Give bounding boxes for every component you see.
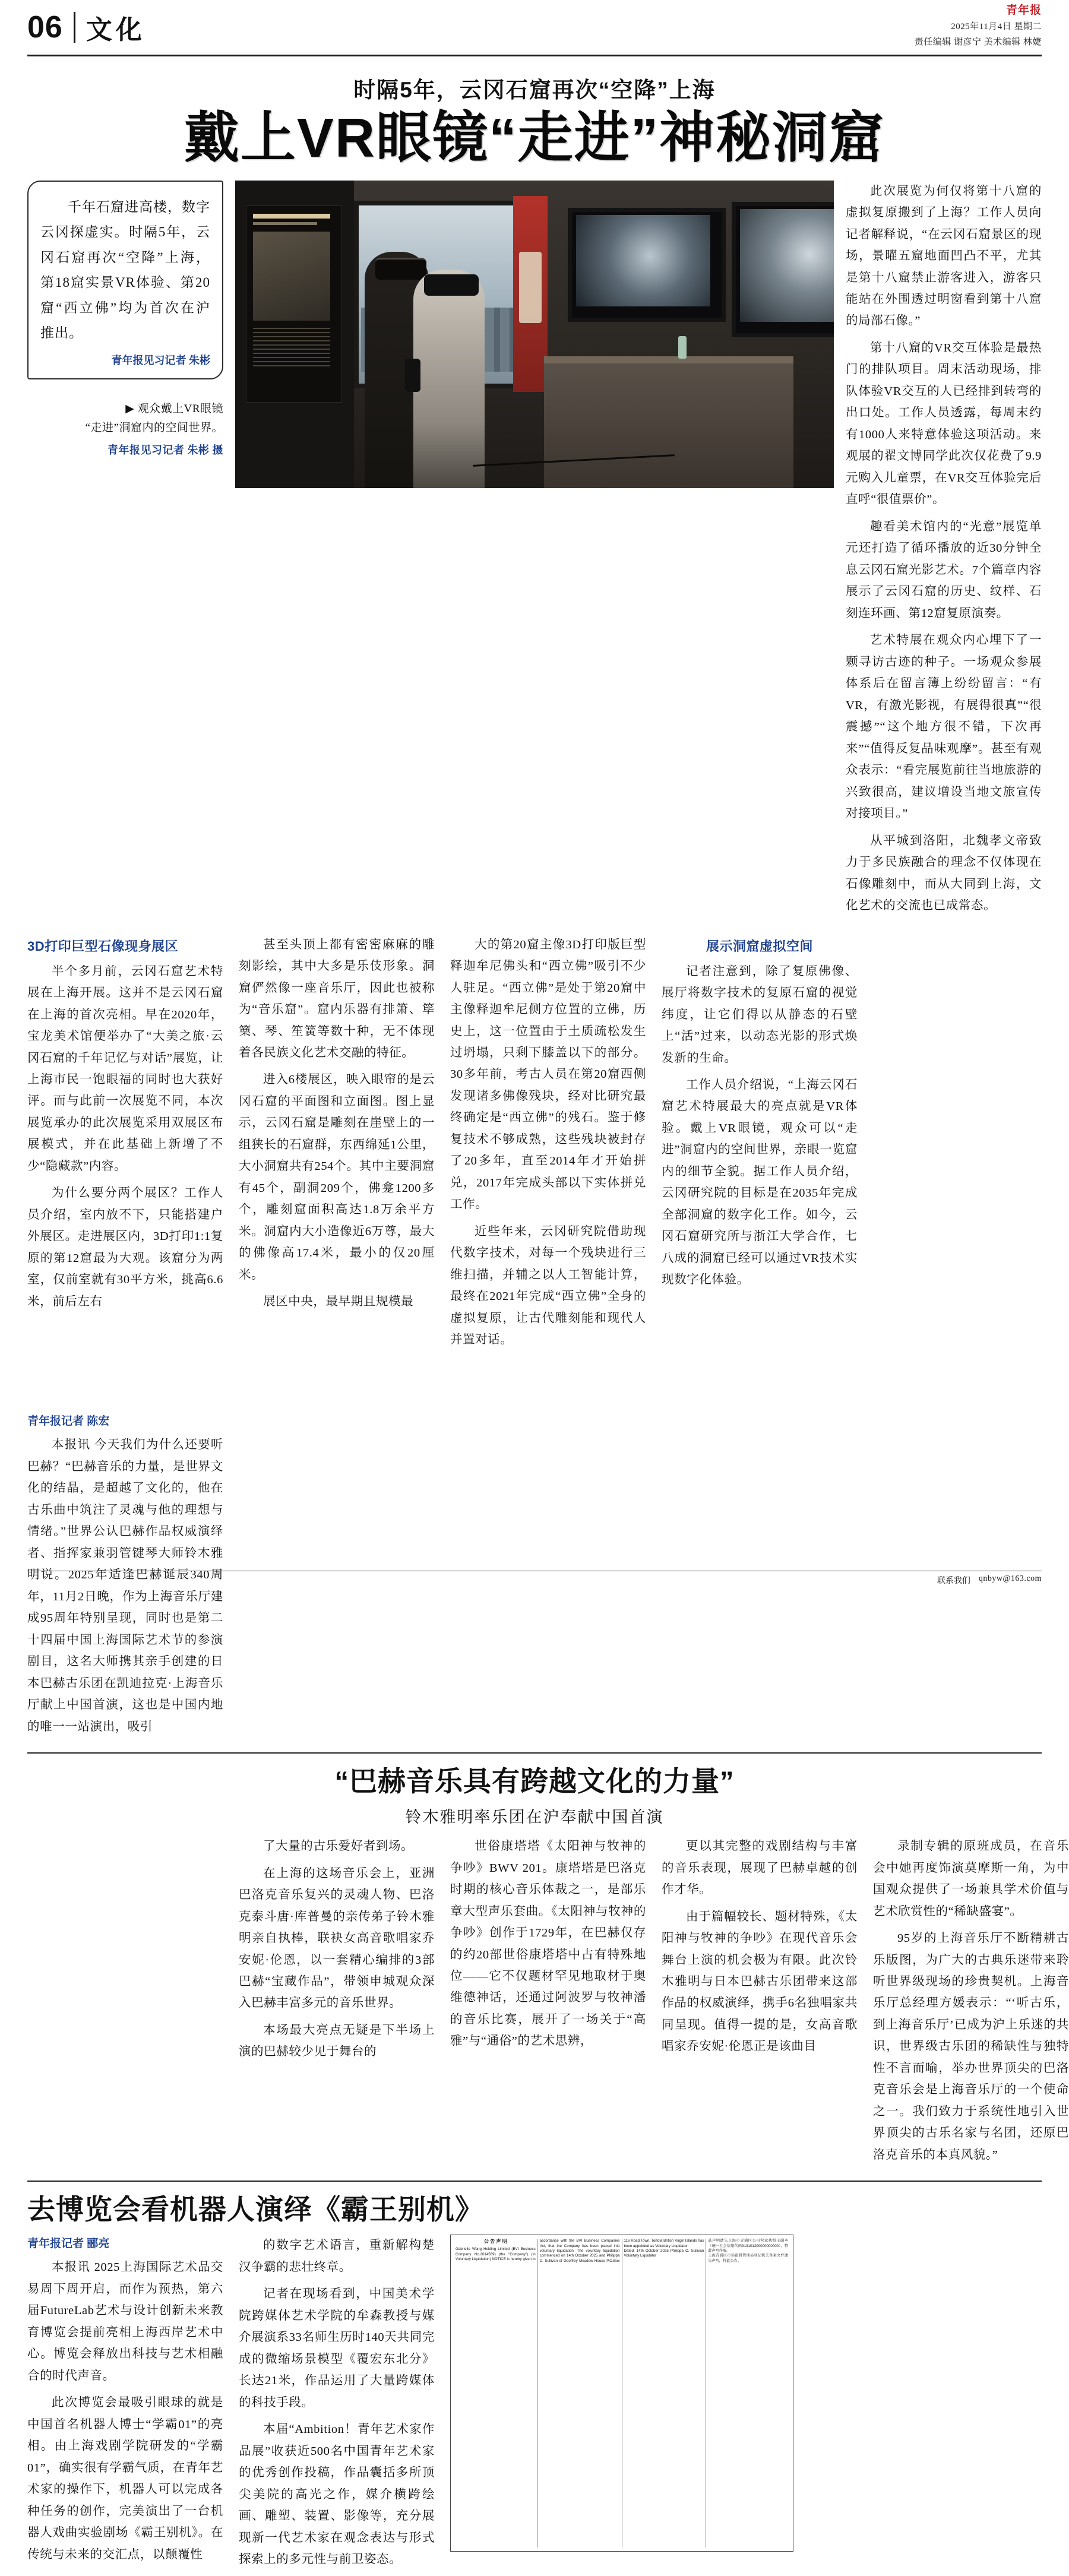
paragraph: 工作人员介绍说，“上海云冈石窟艺术特展最大的亮点就是VR体验。戴上VR眼镜，观众可以“走进”洞窟内的空间世界，亲眼一览窟内的细节全貌。据工作人员介绍，云冈研究院的目标是在2035年完成全部洞窟的数字化工作。如今，云冈石窟研究所与浙江大学合作，七八成的洞窟已经可以通过VR技术实现数字化体验。	[662, 1078, 858, 1287]
publication-date: 2025年11月4日 星期二	[951, 21, 1042, 31]
story2-columns	[27, 1836, 1069, 2171]
paragraph: 进入6楼展区，映入眼帘的是云冈石窟的平面图和立面图。图上显示，云冈石窟是雕刻在崖壁上的一组狭长的石窟群，东西绵延1公里，大小洞窟共有254个。其中主要洞窟有45个，副洞209个，佛龛1200多个，雕刻窟面积高达1.8万余平方米。洞窟内大小造像近6万尊，最大的佛像高17.4米，最小的仅20厘米。	[239, 1073, 435, 1281]
paragraph: 半个多月前，云冈石窟艺术特展在上海开展。这并不是云冈石窟在上海的首次亮相。早在2020年，宝龙美术馆便举办了“大美之旅·云冈石窟的千年记忆与对话”展览，让上海市民一饱眼福的同时也大获好评。而与此前一次展览不同，本次展览承办的此次展览采用双展区布展模式，并在此基础上新增了不少“隐藏款”内容。	[27, 964, 223, 1173]
photo-visitor-two	[413, 270, 485, 488]
photo-screen-left-image	[576, 215, 710, 306]
paragraph: 由于篇幅较长、题材特殊，《太阳神与牧神的争吵》在现代音乐会舞台上演的机会极为有限。此次铃木雅明与日本巴赫古乐团带来这部作品的权威演绎，携手6名独唱家共同呈现。值得一提的是，女高音歌唱家乔安妮·伦恩正是该曲目	[662, 1910, 858, 2053]
paragraph: 更以其完整的戏剧结构与丰富的音乐表现，展现了巴赫卓越的创作才华。	[662, 1840, 858, 1897]
paragraph: 本报讯 2025上海国际艺术品交易周下周开启，而作为预热，第六届FutureLab艺术与设计创新未来教育博览会提前亮相上海西岸艺术中心。博览会释放出科技与艺术相融合的时代声音。	[27, 2261, 223, 2382]
story1-column5	[846, 181, 1042, 922]
story1-column3	[450, 934, 646, 1743]
story3-columns	[27, 2235, 1042, 2575]
logo-text: 青年报	[1005, 4, 1042, 17]
notice-block-4: 上海青浦区市场监督管理局登记机关备案文件遗失声明，特此公告。	[708, 2254, 788, 2263]
paragraph: 记者在现场看到，中国美术学院跨媒体艺术学院的牟森教授与媒介展演系33名师生历时140天共同完成的微缩场景模型《覆宏东北分》长达21米，作品运用了大量跨媒体的科技手段。	[239, 2287, 435, 2409]
paragraph: 本报讯 今天我们为什么还要听巴赫？“巴赫音乐的力量，是世界文化的结晶，是超越了文化的，他在古乐曲中筑注了灵魂与他的理想与情绪。”世界公认巴赫作品权威演绎者、指挥家兼羽管键琴大师铃木雅明说。2025年适逢巴赫诞辰340周年，11月2日晚，作为上海音乐厅建成95周年特别呈现，同时也是第二十四届中国上海国际艺术节的参演剧目，这名大师携其亲手创建的日本巴赫古乐团在凯迪拉克·上海音乐厅献上中国首演，这也是中国内地的唯一一站演出，吸引	[27, 1438, 223, 1733]
photo-info-panel-image	[253, 232, 330, 321]
photo-caption-line2: “走进”洞窟内的空间世界。	[85, 422, 223, 435]
paragraph: 本场最大亮点无疑是下半场上演的巴赫较少见于舞台的	[239, 2023, 435, 2059]
story1-body	[27, 934, 1042, 1743]
section-divider-1	[27, 1752, 1042, 1754]
photo-counter	[544, 359, 793, 488]
lead-box	[27, 181, 223, 379]
photo-vr-headset-two	[424, 274, 479, 296]
photo-vr-headset-one	[375, 258, 426, 280]
photo-credit: 青年报见习记者 朱彬 摄	[107, 444, 223, 457]
paragraph: 了大量的古乐爱好者到场。	[263, 1840, 414, 1853]
story2-column5	[873, 1836, 1069, 2171]
masthead-right	[915, 5, 1042, 50]
lead-column	[27, 181, 223, 922]
story2-column3	[450, 1836, 646, 2171]
paragraph: 的数字艺术语言，重新解构楚汉争霸的悲壮终章。	[239, 2239, 435, 2274]
lead-text: 千年石窟进高楼，数字云冈探虚实。时隔5年，云冈石窟再次“空降”上海，第18窟实景VR体验、第20窟“西立佛”均为首次在沪推出。	[40, 199, 210, 341]
story3-column2	[239, 2235, 435, 2575]
page-number: 06	[27, 10, 63, 45]
photo-screen-right-image	[740, 209, 834, 322]
photo-banner-graphic	[519, 252, 542, 323]
photo-info-panel-sub	[253, 222, 317, 225]
top-area	[27, 181, 1042, 922]
paragraph: 记者注意到，除了复原佛像、展厅将数字技术的复原石窟的视觉纬度，让它们得以从静态的石壁上“活”过来，以动态光影的形式焕发新的生命。	[662, 964, 858, 1065]
paragraph: 录制专辑的原班成员，在音乐会中她再度饰演莫摩斯一角，为中国观众提供了一场兼具学术价值与艺术欣赏性的“稀缺盛宴”。	[873, 1840, 1069, 1918]
story2-column2	[239, 1836, 435, 2171]
notice-title: 公 告 声 明	[484, 2239, 507, 2245]
newspaper-logo	[1006, 5, 1042, 17]
paragraph: 95岁的上海音乐厅不断精耕古乐版图，为广大的古典乐迷带来聆听世界级现场的珍贵契机。上海音乐厅总经理方媛表示：“‘听古乐，到上海音乐厅’已成为沪上乐迷的共识，世界级古乐团的稀缺性与独特性不言而喻，举办世界顶尖的巴洛克音乐会是上海音乐厅的一个使命之一。我们致力于系统性地引入世界顶尖的古乐名家与名团，还原巴洛克音乐的本真风貌。”	[873, 1932, 1069, 2162]
photo-scene	[235, 181, 834, 488]
photo-bottle	[678, 336, 687, 359]
photo-caption	[27, 400, 223, 460]
photo-info-panel-title	[253, 214, 330, 219]
story1-column2	[239, 934, 435, 1743]
story1-subhead-2: 展示洞窟虚拟空间	[706, 938, 813, 954]
story3-headline: 去博览会看机器人演绎《霸王别机》	[27, 2194, 483, 2226]
photo-info-panel-text	[253, 328, 330, 369]
paragraph: 近些年来，云冈研究院借助现代数字技术，对每一个残块进行三维扫描，并辅之以人工智能计算，最终在2021年完成“西立佛”全身的虚拟复原，让古代雕刻能和现代人并置对话。	[450, 1224, 646, 1347]
notice-block-1: Gabrielle Wang Holding Limited (BVI Business Company No.2014569) (the "Company") (In Voluntary Liquidation) NOTICE is hereby given in accordance with the BVI Business Companies Act, that the Company has been placed into voluntary liquidation. The voluntary liquidation commenced on 14th October 2025 and Philippa C. Sullivan of Geoffrey Meadow House P.O.Box 116 Road Town, Tortola British Virgin Islands has been appointed as Voluntary Liquidator.	[456, 2239, 704, 2263]
footer-contact-label: 联系我们	[937, 1577, 970, 1586]
story2-subhead: 铃木雅明率乐团在沪奉献中国首演	[405, 1808, 664, 1827]
exhibition-photo	[235, 181, 834, 488]
masthead	[27, 0, 1042, 56]
section-name: 文化	[86, 15, 146, 45]
page-footer	[27, 1571, 1042, 1586]
paragraph: 趣看美术馆内的“光意”展览单元还打造了循环播放的近30分钟全息云冈石窟光影艺术。7个篇章内容展示了云冈石窟的历史、纹样、石刻连环画、第12窟复原演奏。	[846, 520, 1042, 620]
notice-block-3: 兹声明遗失上海市青浦区公司营业执照正副本（统一社会信用代码913101200000000000），特此声明作废。	[708, 2239, 788, 2254]
paragraph: 第十八窟的VR交互体验是最热门的排队项目。周末活动现场，排队体验VR交互的人已经排到转弯的出口处。工作人员透露，每周末约有1000人来特意体验这项活动。来观展的翟文博同学此次仅花费了9.9元购入儿童票，在VR交互体验完后直呼“很值票价”。	[846, 341, 1042, 507]
story3	[27, 2188, 1042, 2575]
paragraph: 此次展览为何仅将第十八窟的虚拟复原搬到了上海？工作人员向记者解释说，“在云冈石窟景区的现场，景曜五窟地面凹凸不平，尤其是第十八窟禁止游客进入，游客只能站在外围透过明窗看到第十八窟的局部石像。”	[846, 184, 1042, 328]
story3-column1	[27, 2235, 223, 2575]
shoulder-headline: 时隔5年，云冈石窟再次“空降”上海	[353, 78, 716, 102]
paragraph: 此次博览会最吸引眼球的就是中国首名机器人博士“学霸01”的亮相。由上海戏剧学院研发的“学霸01”，确实很有学霸气质，在青年艺术家的操作下，机器人可以完成各种任务的创作，完美演出了一台机器人戏曲实验剧场《霸王别机》。在传统与未来的交汇点，以颠覆性	[27, 2396, 223, 2561]
paragraph: 本届“Ambition！青年艺术家作品展”收获近500名中国青年艺术家的优秀创作投稿，作品囊括多所顶尖美院的高光之作，媒介横跨绘画、雕塑、装置、影像等，充分展现新一代艺术家在观念表达与形式探索上的多元性与前卫姿态。	[239, 2423, 435, 2566]
paragraph: 为什么要分两个展区？工作人员介绍，室内放不下，只能搭建户外展区。走进展区内，3D打印1:1复原的第12窟最为大观。该窟分为两室，仅前室就有30平方米，挑高6.6米，前后左右	[27, 1186, 223, 1308]
paragraph: 甚至头顶上都有密密麻麻的雕刻影绘，其中大多是乐伎形象。洞窟俨然像一座音乐厅，因此也被称为“音乐窟”。窟内乐器有排箫、筚篥、琴、笙簧等数十种，无不体现着各民族文化艺术交融的特征。	[239, 938, 435, 1059]
photo-vr-controller	[405, 359, 420, 392]
photo-counter-top	[544, 356, 793, 363]
paragraph: 展区中央，最早期且规模最	[263, 1295, 414, 1309]
editor-credit: 责任编辑 谢彦宁 美术编辑 林婕	[914, 37, 1042, 47]
story1-subhead-1: 3D打印巨型石像现身展区	[27, 938, 179, 954]
story1-column4	[662, 934, 858, 1743]
paragraph: 世俗康塔塔《太阳神与牧神的争吵》BWV 201。康塔塔是巴洛克时期的核心音乐体裁之一，是部乐章大型声乐套曲。《太阳神与牧神的争吵》创作于1729年，在巴赫仅存的约20部世俗康塔塔中占有特殊地位——它不仅题材罕见地取材于奥维德神话，还通过阿波罗与牧神潘的音乐比赛，展开了一场关于“高雅”与“通俗”的艺术思辨，	[450, 1840, 646, 2048]
footer-email: qnbyw@163.com	[978, 1574, 1042, 1583]
masthead-divider	[74, 12, 75, 43]
story2	[27, 1759, 1069, 2171]
paragraph: 从平城到洛阳，北魏孝文帝致力于多民族融合的理念不仅体现在石像雕刻中，而从大同到上海，文化艺术的交流也已成常态。	[846, 834, 1042, 913]
main-headline: 戴上VR眼镜“走进”神秘洞窟	[184, 107, 885, 169]
section-divider-2	[27, 2181, 1042, 2182]
paragraph: 在上海的这场音乐会上，亚洲巴洛克音乐复兴的灵魂人物、巴洛克泰斗唐·库普曼的亲传弟子铃木雅明亲自执棒，联袂女高音歌唱家乔安妮·伦恩，以一套精心编排的3部巴赫“宝藏作品”，带领申城观众深入巴赫丰富多元的音乐世界。	[239, 1866, 435, 2010]
photo-caption-line1: ▶ 观众戴上VR眼镜	[125, 402, 223, 415]
story2-byline: 青年报记者 陈宏	[27, 1415, 110, 1428]
story2-column4	[662, 1836, 858, 2171]
story2-headline: “巴赫音乐具有跨越文化的力量”	[334, 1765, 735, 1797]
paragraph: 艺术特展在观众内心埋下了一颗寻访古迹的种子。一场观众参展体系后在留言簿上纷纷留言：“有VR，有激光影视，有展得很真”“很震撼”“这个地方很不错，下次再来”“值得反复品味观摩”。甚至有观众表示：“看完展览前往当地旅游的兴致很高，建议增设当地文旅宣传对接项目。”	[846, 634, 1042, 821]
story1-column1	[27, 934, 223, 1743]
lead-byline: 青年报见习记者 朱彬	[111, 354, 210, 366]
notice-block-2: Dated: 14th October 2025 Philippa O. Sullivan Voluntary Liquidator	[624, 2249, 704, 2258]
story3-byline: 青年报记者 郦亮	[27, 2238, 110, 2251]
legal-notice-box	[450, 2235, 793, 2552]
paragraph: 大的第20窟主像3D打印版巨型释迦牟尼佛头和“西立佛”吸引不少人驻足。“西立佛”是处于第20窟中主像释迦牟尼侧方位置的立佛，历史上，这一位置由于土质疏松发生过坍塌，只剩下膝盖以下的部分。30多年前，考古人员在第20窟西侧发现诸多佛像残块，经对比研究最终确定是“西立佛”的残石。鉴于修复技术不够成熟，这些残块被封存了20多年，直至2014年才开始拼兑，2017年完成头部以下实体拼兑工作。	[450, 938, 646, 1211]
